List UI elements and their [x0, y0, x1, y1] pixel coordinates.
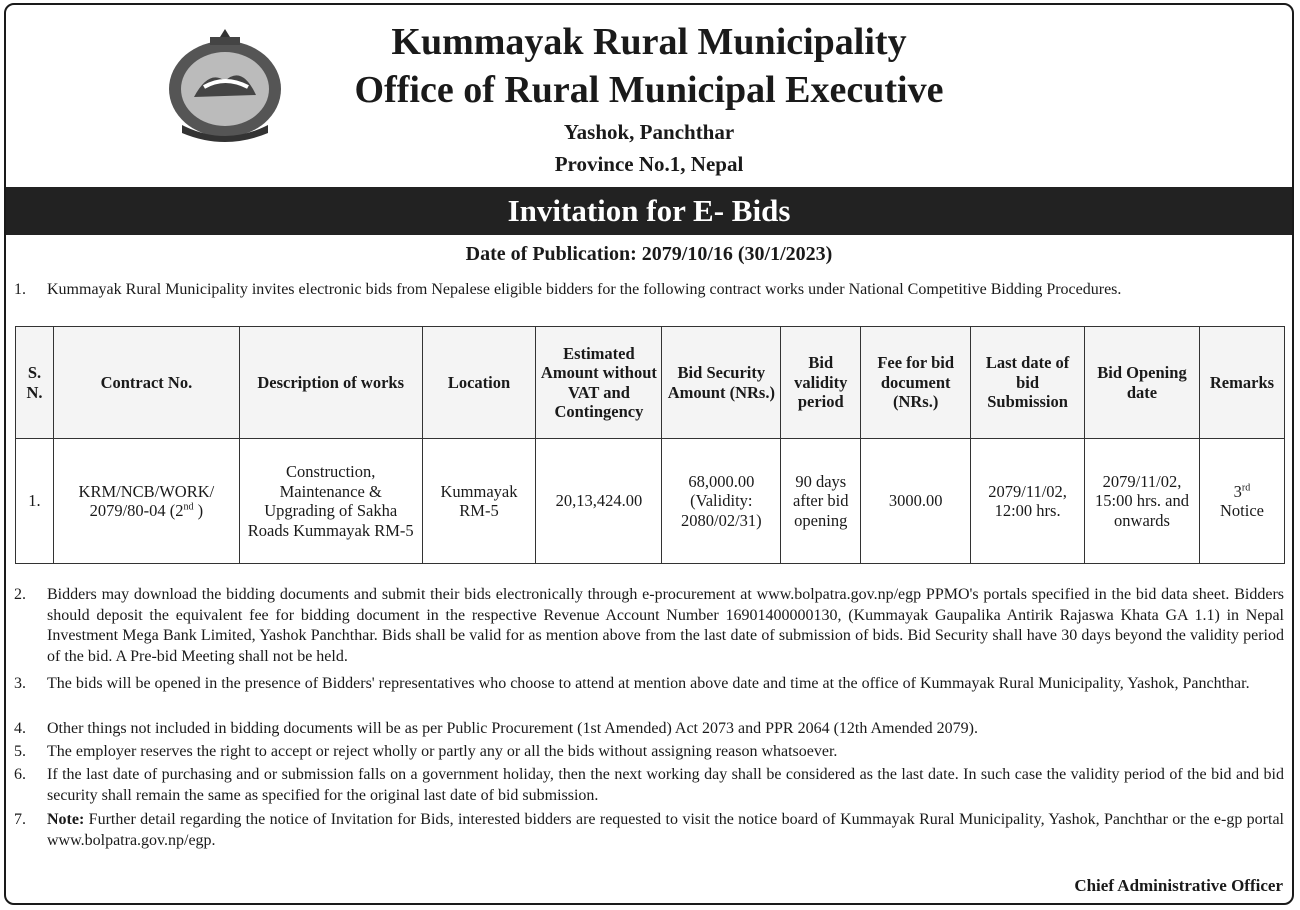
table-header-row [16, 327, 1285, 439]
cell-sn: 1. [16, 439, 54, 564]
notice-title: Invitation for E- Bids [6, 187, 1292, 235]
list-item-number: 7. [14, 811, 26, 828]
contract-no-end: ) [197, 501, 204, 520]
remarks-text: Notice [1219, 501, 1264, 520]
list-item-text: The bids will be opened in the presence of Bidders' representatives who choose to attend at mention above date and time at the office of Kummayak Rural Municipality, Yashok, Panchthar. [47, 675, 1250, 692]
note-text: Further detail regarding the notice of Invitation for Bids, interested bidders are requested to visit the notice board of Kummayak Rural Municipality, Yashok, Panchthar or the e-gp portal www.bolpatra.gov.np/egp. [47, 811, 1284, 849]
list-item-text: The employer reserves the right to accept or reject wholly or partly any or all the bids without assigning reason whatsoever. [47, 743, 838, 760]
header-contract-no: Contract No. [53, 327, 239, 439]
header-remarks: Remarks [1199, 327, 1284, 439]
cell-contract-no [53, 439, 239, 564]
list-item-number: 4. [14, 720, 26, 737]
list-item-text: If the last date of purchasing and or submission falls on a government holiday, then the next working day shall be considered as the last date. In such case the validity period of the bid and bid security shall remain the same as specified for the original last date of bid submission. [47, 766, 1284, 804]
list-item [14, 280, 1284, 301]
cell-bid-validity: 90 days after bid opening [781, 439, 861, 564]
header-description: Description of works [239, 327, 422, 439]
municipality-name: Kummayak Rural Municipality [391, 21, 907, 63]
cell-location: Kummayak RM-5 [422, 439, 536, 564]
cell-estimated-amount: 20,13,424.00 [536, 439, 662, 564]
header-location: Location [422, 327, 536, 439]
cell-opening-date: 2079/11/02, 15:00 hrs. and onwards [1085, 439, 1200, 564]
list-item-number: 3. [14, 675, 26, 692]
list-item-number: 6. [14, 766, 26, 783]
header-opening-date: Bid Opening date [1085, 327, 1200, 439]
contract-no-suffix: nd [183, 501, 194, 513]
signature-title: Chief Administrative Officer [1074, 876, 1283, 895]
bids-table [15, 326, 1285, 564]
header-sn: S. N. [16, 327, 54, 439]
note-label: Note: [47, 811, 85, 828]
header-fee: Fee for bid document (NRs.) [861, 327, 971, 439]
table-row [16, 439, 1285, 564]
cell-last-date: 2079/11/02, 12:00 hrs. [971, 439, 1085, 564]
header-bid-validity: Bid validity period [781, 327, 861, 439]
office-name: Office of Rural Municipal Executive [354, 69, 944, 111]
office-address: Yashok, Panchthar [563, 120, 735, 144]
list-item [14, 585, 1284, 667]
cell-remarks [1199, 439, 1284, 564]
list-item-text: Other things not included in bidding documents will be as per Public Procurement (1st Amended) Act 2073 and PPR 2064 (12th Amended 2079). [47, 720, 978, 737]
cell-bid-security: 68,000.00 (Validity: 2080/02/31) [662, 439, 781, 564]
office-province: Province No.1, Nepal [554, 152, 744, 176]
list-item [14, 765, 1284, 806]
list-item-number: 1. [14, 281, 26, 298]
cell-fee: 3000.00 [861, 439, 971, 564]
header-estimated-amount: Estimated Amount without VAT and Contingency [536, 327, 662, 439]
list-item [14, 810, 1284, 851]
publication-date: Date of Publication: 2079/10/16 (30/1/2023) [465, 243, 833, 265]
list-item [14, 719, 1284, 740]
header-last-date: Last date of bid Submission [971, 327, 1085, 439]
remarks-suffix: rd [1241, 482, 1251, 493]
list-item-text: Kummayak Rural Municipality invites electronic bids from Nepalese eligible bidders for the following contract works under National Competitive Bidding Procedures. [47, 281, 1122, 298]
list-item-text: Bidders may download the bidding documents and submit their bids electronically through e-procurement at www.bolpatra.gov.np/egp PPMO's portals specified in the bid data sheet. Bidders should deposit the equivalent fee for bidding document in the respective Revenue Account Number 16901400000130, (Kummayak Gaupalika Antirik Rajaswa Khata GA 1.1) in Nepal Investment Mega Bank Limited, Yashok Panchthar. Bids shall be valid for as mention above from the last date of submission of bids. Bid Security shall have 30 days beyond the validity period of the bid. A Pre-bid Meeting shall not be held. [47, 586, 1284, 665]
remarks-number: 3 [1233, 481, 1242, 501]
cell-description: Construction, Maintenance & Upgrading of Sakha Roads Kummayak RM-5 [239, 439, 422, 564]
list-item [14, 674, 1284, 695]
list-item-number: 2. [14, 586, 26, 603]
notice-frame [4, 3, 1294, 905]
contract-no-text: KRM/NCB/WORK/ 2079/80-04 (2 [78, 481, 215, 520]
list-item-number: 5. [14, 743, 26, 760]
list-item [14, 742, 1284, 763]
header-bid-security: Bid Security Amount (NRs.) [662, 327, 781, 439]
list-item-text [47, 810, 1284, 851]
